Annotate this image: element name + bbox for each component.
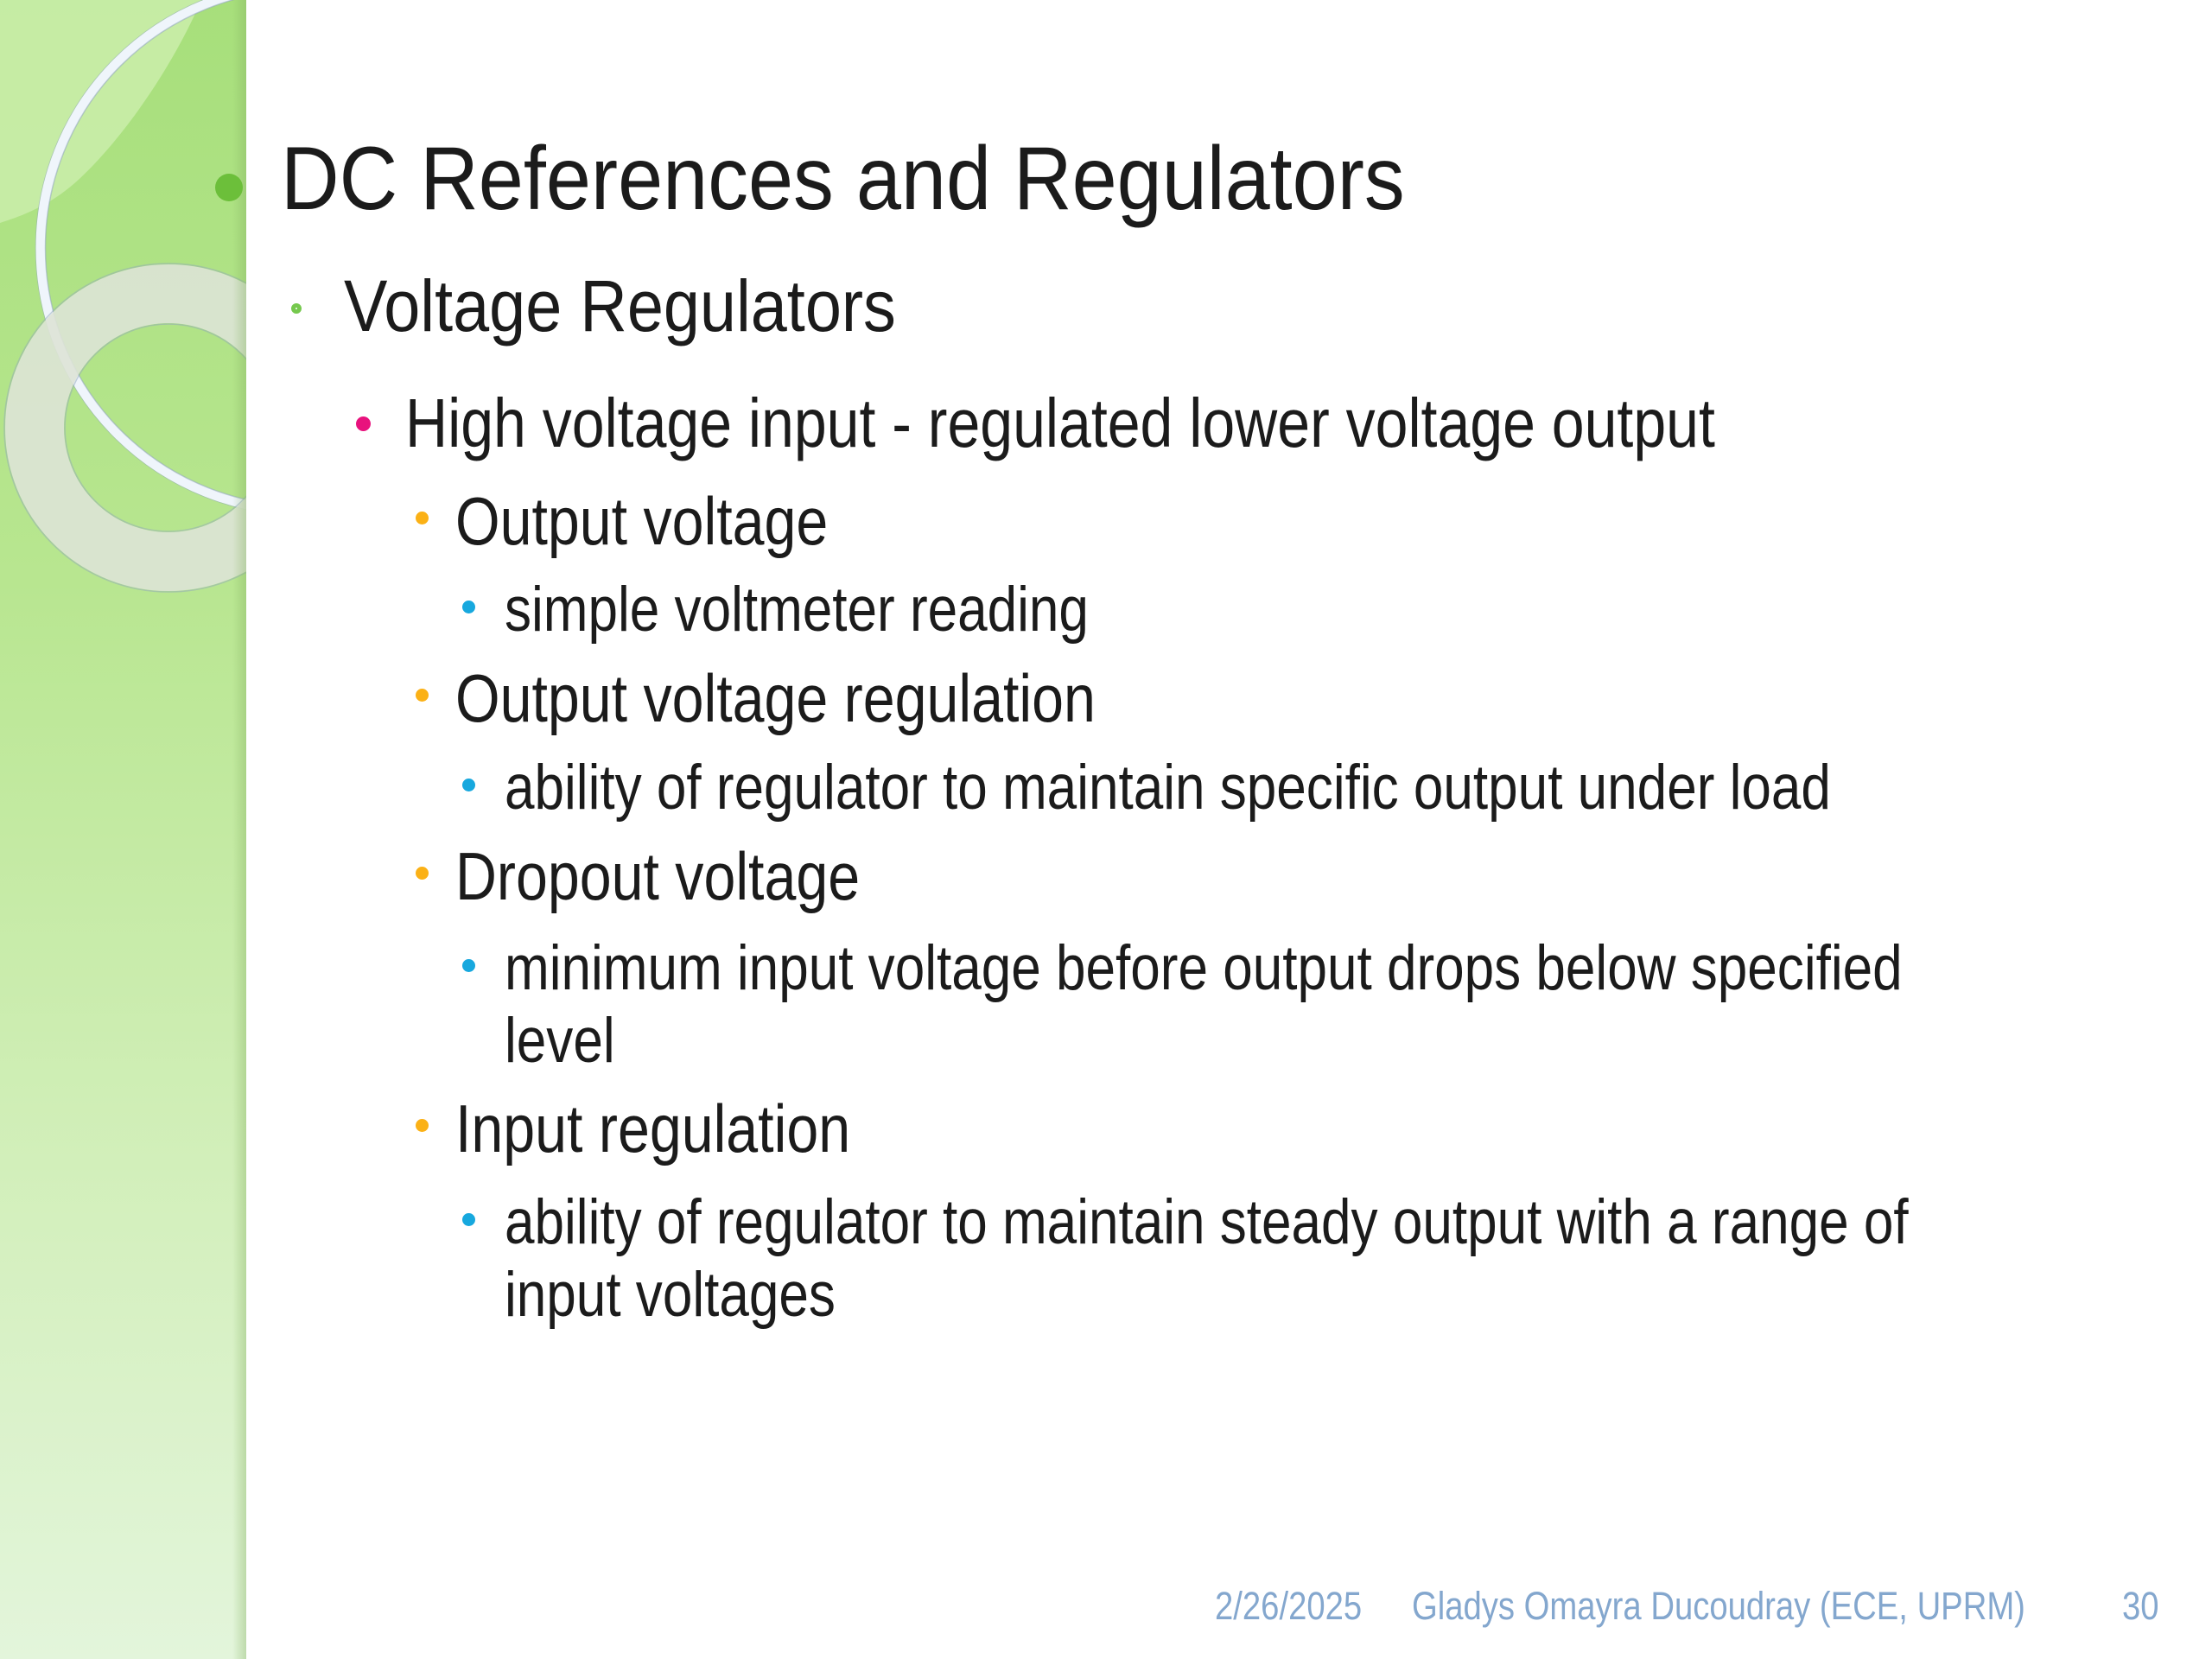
bullet-text: ability of regulator to maintain steady output with a range of	[505, 1187, 1909, 1257]
slide-subtitle: Voltage Regulators	[344, 265, 896, 346]
bullet-text: Output voltage regulation	[455, 660, 1096, 736]
bullet-text: Input regulation	[455, 1090, 851, 1166]
hollow-circle-bullet-icon	[291, 303, 302, 314]
bullet-dot-icon	[416, 867, 429, 880]
slide-title: DC References and Regulators	[281, 129, 1405, 229]
bullet-text: input voltages	[505, 1259, 836, 1330]
slide-title-row	[215, 125, 1529, 233]
bullet-text: Dropout voltage	[455, 838, 861, 914]
bullet-item	[356, 382, 1946, 465]
panel-edge-shade	[232, 0, 246, 1659]
bullet-text: High voltage input - regulated lower voltage output	[405, 385, 1715, 461]
bullet-text: minimum input voltage before output drops below specified	[505, 933, 1903, 1003]
bullet-dot-icon	[462, 959, 475, 972]
bullet-text: Output voltage	[455, 483, 829, 559]
bullet-item	[462, 752, 2065, 824]
footer-date: 2/26/2025	[1215, 1584, 1363, 1628]
panel-decoration	[0, 0, 246, 1659]
bullet-item	[416, 1089, 920, 1170]
side-panel	[0, 0, 246, 1659]
bullet-item	[416, 836, 931, 918]
bullet-item	[462, 574, 1192, 646]
footer-author: Gladys Omayra Ducoudray (ECE, UPRM)	[1412, 1584, 2025, 1628]
bullet-dot-icon	[416, 1119, 429, 1132]
bullet-dot-icon	[462, 601, 475, 613]
footer-page-number: 30	[2122, 1584, 2159, 1628]
subtitle-row	[291, 263, 957, 350]
bullet-dot-icon	[416, 512, 429, 524]
bullet-text: level	[505, 1005, 615, 1076]
bullet-dot-icon	[416, 689, 429, 702]
bullet-item	[416, 481, 893, 563]
bullet-item	[462, 1186, 2156, 1332]
bullet-dot-icon	[462, 1213, 475, 1226]
bullet-text: simple voltmeter reading	[505, 575, 1089, 645]
bullet-text: ability of regulator to maintain specific output under load	[505, 753, 1831, 823]
bullet-item	[462, 932, 2149, 1077]
leaf-shape	[0, 0, 201, 223]
bullet-item	[416, 658, 1209, 740]
bullet-dot-icon	[356, 416, 371, 431]
bullet-dot-icon	[462, 779, 475, 791]
